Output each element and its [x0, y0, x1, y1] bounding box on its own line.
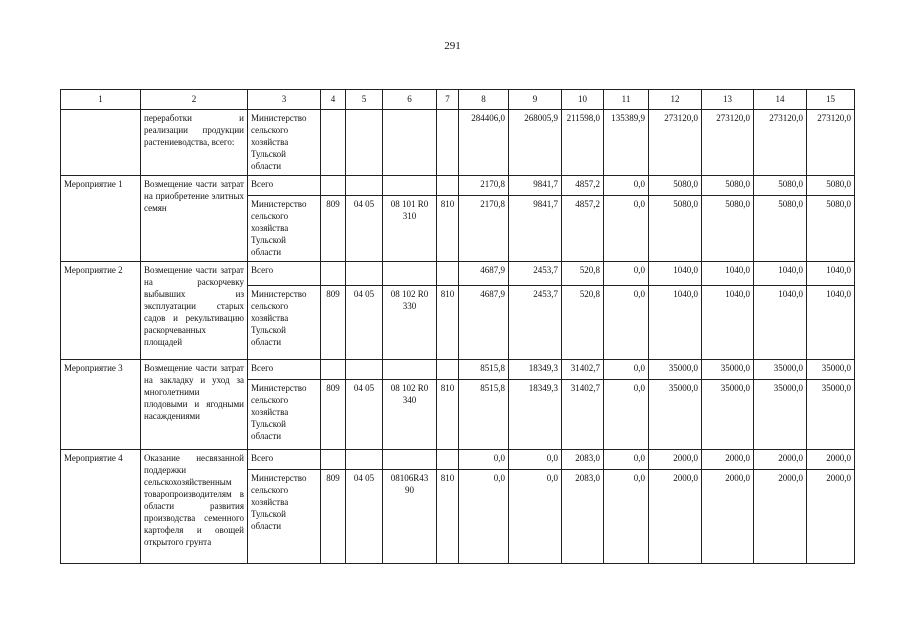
- executor-cell: Всего: [248, 360, 321, 380]
- value-cell: 268005,9: [509, 110, 562, 176]
- column-header: 4: [321, 90, 346, 110]
- vr-cell: [437, 450, 459, 470]
- rzpr-cell: 04 05: [346, 470, 383, 564]
- value-cell: 0,0: [604, 450, 649, 470]
- value-cell: 1040,0: [702, 286, 754, 360]
- value-cell: 5080,0: [702, 176, 754, 196]
- value-cell: 0,0: [604, 286, 649, 360]
- column-header: 7: [437, 90, 459, 110]
- column-header: 6: [383, 90, 437, 110]
- value-cell: 18349,3: [509, 360, 562, 380]
- executor-cell: Министерство сельского хозяйства Тульской области: [248, 196, 321, 262]
- csr-cell: [383, 262, 437, 286]
- rzpr-cell: [346, 262, 383, 286]
- vr-cell: 810: [437, 286, 459, 360]
- column-header: 9: [509, 90, 562, 110]
- value-cell: 5080,0: [649, 196, 702, 262]
- value-cell: 520,8: [562, 286, 604, 360]
- column-header: 15: [807, 90, 855, 110]
- value-cell: 1040,0: [649, 262, 702, 286]
- vr-cell: [437, 176, 459, 196]
- value-cell: 0,0: [604, 380, 649, 450]
- activity-description: Возмещение части затрат на закладку и уход за многолетними плодовыми и ягодными насаждениями: [141, 360, 248, 450]
- value-cell: 0,0: [459, 450, 509, 470]
- value-cell: 1040,0: [649, 286, 702, 360]
- value-cell: 35000,0: [702, 380, 754, 450]
- value-cell: 1040,0: [807, 286, 855, 360]
- value-cell: 1040,0: [754, 286, 807, 360]
- activity-description: Возмещение части затрат на приобретение элитных семян: [141, 176, 248, 262]
- value-cell: 5080,0: [807, 176, 855, 196]
- grbs-cell: 809: [321, 380, 346, 450]
- value-cell: 35000,0: [702, 360, 754, 380]
- value-cell: 0,0: [604, 196, 649, 262]
- value-cell: 2000,0: [702, 450, 754, 470]
- column-header: 8: [459, 90, 509, 110]
- csr-cell: [383, 110, 437, 176]
- value-cell: 273120,0: [754, 110, 807, 176]
- column-header: 12: [649, 90, 702, 110]
- executor-cell: Министерство сельского хозяйства Тульской области: [248, 110, 321, 176]
- column-header: 10: [562, 90, 604, 110]
- value-cell: 2000,0: [807, 450, 855, 470]
- grbs-cell: [321, 110, 346, 176]
- value-cell: 5080,0: [754, 196, 807, 262]
- value-cell: 4857,2: [562, 176, 604, 196]
- vr-cell: [437, 262, 459, 286]
- activity-label: Мероприятие 4: [61, 450, 141, 564]
- activity-label: Мероприятие 3: [61, 360, 141, 450]
- value-cell: 31402,7: [562, 360, 604, 380]
- activity-description: Оказание несвязанной поддержки сельскохозяйственным товаропроизводителям в области развития производства семенного картофеля и овощей открытого грунта: [141, 450, 248, 564]
- rzpr-cell: [346, 450, 383, 470]
- activity-total-row: [61, 360, 855, 380]
- activity-description: переработки и реализации продукции растениеводства, всего:: [141, 110, 248, 176]
- page-number: 291: [444, 40, 461, 52]
- csr-cell: [383, 450, 437, 470]
- value-cell: 2000,0: [754, 470, 807, 564]
- value-cell: 1040,0: [754, 262, 807, 286]
- csr-cell: 08106R43 90: [383, 470, 437, 564]
- grbs-cell: 809: [321, 286, 346, 360]
- value-cell: 5080,0: [754, 176, 807, 196]
- activity-total-row: [61, 450, 855, 470]
- value-cell: 1040,0: [807, 262, 855, 286]
- executor-cell: Всего: [248, 450, 321, 470]
- value-cell: 35000,0: [754, 380, 807, 450]
- value-cell: 2083,0: [562, 470, 604, 564]
- budget-table: [60, 89, 855, 564]
- column-header: 2: [141, 90, 248, 110]
- grbs-cell: 809: [321, 196, 346, 262]
- column-header: 3: [248, 90, 321, 110]
- value-cell: 35000,0: [807, 380, 855, 450]
- vr-cell: [437, 360, 459, 380]
- grbs-cell: [321, 360, 346, 380]
- value-cell: 8515,8: [459, 360, 509, 380]
- column-header: 14: [754, 90, 807, 110]
- value-cell: 9841,7: [509, 196, 562, 262]
- grbs-cell: [321, 176, 346, 196]
- activity-label: Мероприятие 2: [61, 262, 141, 360]
- vr-cell: 810: [437, 470, 459, 564]
- value-cell: 2170,8: [459, 196, 509, 262]
- grbs-cell: [321, 262, 346, 286]
- value-cell: 0,0: [459, 470, 509, 564]
- rzpr-cell: 04 05: [346, 380, 383, 450]
- value-cell: 2083,0: [562, 450, 604, 470]
- vr-cell: 810: [437, 196, 459, 262]
- executor-cell: Министерство сельского хозяйства Тульской области: [248, 380, 321, 450]
- csr-cell: 08 102 R0 330: [383, 286, 437, 360]
- activity-description: Возмещение части затрат на раскорчевку выбывших из эксплуатации старых садов и рекультивацию раскорчеванных площадей: [141, 262, 248, 360]
- rzpr-cell: [346, 176, 383, 196]
- activity-label: Мероприятие 1: [61, 176, 141, 262]
- value-cell: 0,0: [604, 262, 649, 286]
- executor-cell: Министерство сельского хозяйства Тульской области: [248, 470, 321, 564]
- value-cell: 5080,0: [702, 196, 754, 262]
- value-cell: 4687,9: [459, 286, 509, 360]
- value-cell: 520,8: [562, 262, 604, 286]
- rzpr-cell: [346, 110, 383, 176]
- rzpr-cell: [346, 360, 383, 380]
- value-cell: 8515,8: [459, 380, 509, 450]
- value-cell: 273120,0: [702, 110, 754, 176]
- rzpr-cell: 04 05: [346, 196, 383, 262]
- csr-cell: 08 101 R0 310: [383, 196, 437, 262]
- value-cell: 0,0: [509, 450, 562, 470]
- value-cell: 0,0: [604, 176, 649, 196]
- value-cell: 273120,0: [649, 110, 702, 176]
- activity-total-row: [61, 176, 855, 196]
- value-cell: 284406,0: [459, 110, 509, 176]
- value-cell: 31402,7: [562, 380, 604, 450]
- value-cell: 9841,7: [509, 176, 562, 196]
- executor-cell: Всего: [248, 176, 321, 196]
- header-row: [61, 90, 855, 110]
- executor-cell: Министерство сельского хозяйства Тульской области: [248, 286, 321, 360]
- value-cell: 2000,0: [754, 450, 807, 470]
- value-cell: 135389,9: [604, 110, 649, 176]
- csr-cell: [383, 360, 437, 380]
- value-cell: 2000,0: [649, 450, 702, 470]
- value-cell: 18349,3: [509, 380, 562, 450]
- grbs-cell: 809: [321, 470, 346, 564]
- value-cell: 5080,0: [649, 176, 702, 196]
- activity-label: [61, 110, 141, 176]
- column-header: 1: [61, 90, 141, 110]
- column-header: 13: [702, 90, 754, 110]
- value-cell: 2170,8: [459, 176, 509, 196]
- value-cell: 2453,7: [509, 286, 562, 360]
- vr-cell: 810: [437, 380, 459, 450]
- activity-total-row: [61, 262, 855, 286]
- executor-cell: Всего: [248, 262, 321, 286]
- value-cell: 2000,0: [807, 470, 855, 564]
- vr-cell: [437, 110, 459, 176]
- value-cell: 273120,0: [807, 110, 855, 176]
- value-cell: 35000,0: [807, 360, 855, 380]
- value-cell: 2000,0: [649, 470, 702, 564]
- value-cell: 0,0: [509, 470, 562, 564]
- csr-cell: [383, 176, 437, 196]
- value-cell: 35000,0: [649, 360, 702, 380]
- grbs-cell: [321, 450, 346, 470]
- value-cell: 0,0: [604, 360, 649, 380]
- table-row: [61, 110, 855, 176]
- column-header: 5: [346, 90, 383, 110]
- value-cell: 2000,0: [702, 470, 754, 564]
- rzpr-cell: 04 05: [346, 286, 383, 360]
- value-cell: 2453,7: [509, 262, 562, 286]
- value-cell: 1040,0: [702, 262, 754, 286]
- value-cell: 5080,0: [807, 196, 855, 262]
- value-cell: 211598,0: [562, 110, 604, 176]
- value-cell: 4857,2: [562, 196, 604, 262]
- value-cell: 35000,0: [649, 380, 702, 450]
- value-cell: 35000,0: [754, 360, 807, 380]
- value-cell: 0,0: [604, 470, 649, 564]
- csr-cell: 08 102 R0 340: [383, 380, 437, 450]
- column-header: 11: [604, 90, 649, 110]
- value-cell: 4687,9: [459, 262, 509, 286]
